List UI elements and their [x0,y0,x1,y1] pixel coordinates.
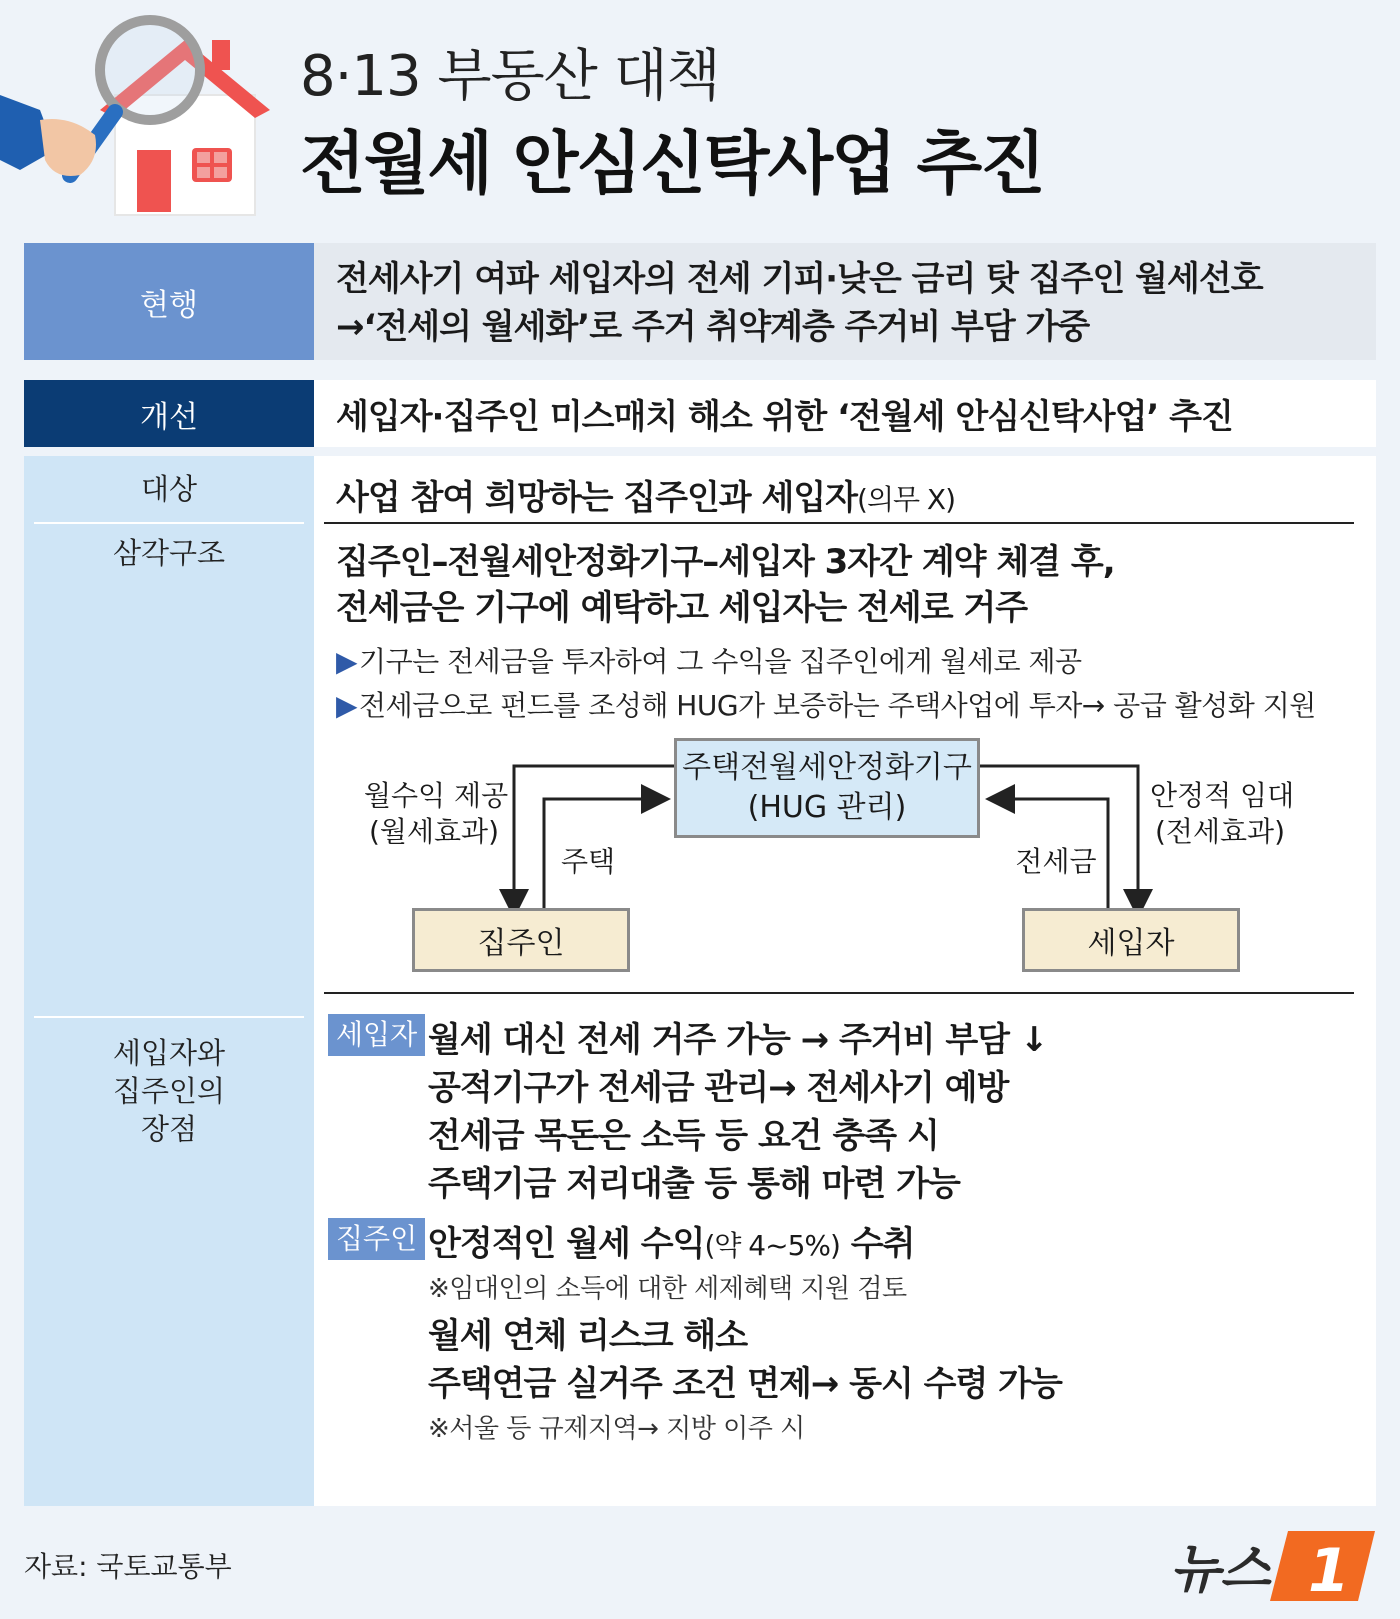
details-label-column [24,456,314,1506]
source-credit: 자료: 국토교통부 [24,1550,232,1583]
landlord-benefit-3: 주택연금 실거주 조건 면제→ 동시 수령 가능 [428,1364,1062,1404]
triangle-bullet-icon: ▶ [336,689,358,722]
tenant-benefit-4: 주택기금 저리대출 등 통해 마련 가능 [428,1164,960,1204]
news1-logo [1170,1525,1380,1605]
stabilization-agency-box [674,738,980,838]
monthly-income-line-2: (월세효과) [368,815,500,848]
house-magnifier-illustration [0,0,290,230]
tenant-benefit-1: 월세 대신 전세 거주 가능 → 주거비 부담 ↓ [428,1020,1048,1060]
monthly-income-line-1: 월수익 제공 [364,779,509,812]
structure-line-2: 전세금은 기구에 예탁하고 세입자는 전세로 거주 [336,588,1028,628]
left-divider [34,1016,304,1018]
structure-line-1: 집주인–전월세안정화기구–세입자 3자간 계약 체결 후, [336,542,1115,582]
benefits-label-3: 장점 [140,1112,198,1146]
right-divider [324,992,1354,994]
benefits-label-1: 세입자와 [112,1036,226,1070]
agency-manager: (HUG 관리) [747,790,907,825]
structure-bullet-2 [336,684,1316,724]
improve-row [24,380,1376,447]
target-main: 사업 참여 희망하는 집주인과 세입자 [336,478,858,518]
improve-label: 개선 [24,380,314,447]
structure-bullet-1 [336,640,1082,680]
agency-name: 주택전월세안정화기구 [682,750,972,785]
structure-bullet-1-text: 기구는 전세금을 투자하여 그 수익을 집주인에게 월세로 제공 [359,645,1082,678]
landlord-benefit-2: 월세 연체 리스크 해소 [428,1316,748,1356]
monthly-income-label [364,778,509,850]
current-row [24,243,1376,360]
current-line-2: →‘전세의 월세화’로 주거 취약계층 주거비 부담 가중 [336,307,1090,347]
tenant-box: 세입자 [1022,908,1240,972]
structure-label: 삼각구조 [112,536,226,570]
structure-bullet-2-text: 전세금으로 펀드를 조성해 HUG가 보증하는 주택사업에 투자→ 공급 활성화 지원 [359,689,1316,722]
stable-lease-line-1: 안정적 임대 [1150,779,1295,812]
details-block [24,456,1376,1506]
tenant-tag: 세입자 [328,1014,425,1056]
target-label: 대상 [140,472,198,506]
triangle-bullet-icon: ▶ [336,645,358,678]
landlord-box: 집주인 [412,908,630,972]
landlord-note-2: ※서울 등 규제지역→ 지방 이주 시 [428,1414,805,1444]
landlord-note-1: ※임대인의 소득에 대한 세제혜택 지원 검토 [428,1274,907,1304]
landlord-benefit-1-main: 안정적인 월세 수익 [428,1224,705,1264]
right-divider [324,522,1354,524]
stable-lease-label [1150,778,1295,850]
landlord-tag: 집주인 [328,1218,425,1260]
benefits-label-2: 집주인의 [112,1074,226,1108]
logo-mark: 1 [1308,1536,1350,1605]
improve-text: 세입자·집주인 미스매치 해소 위한 ‘전월세 안심신탁사업’ 추진 [336,397,1233,437]
target-text [336,470,955,519]
tenant-benefit-2: 공적기구가 전세금 관리→ 전세사기 예방 [428,1068,1009,1108]
landlord-benefit-1 [428,1216,914,1265]
landlord-benefit-1-rate: (약 4~5%) [704,1229,840,1262]
current-line-1: 전세사기 여파 세입자의 전세 기피·낮은 금리 탓 집주인 월세선호 [336,259,1263,299]
details-content-column [314,456,1376,1506]
improve-content [314,380,1376,447]
landlord-benefit-1-end: 수취 [850,1224,915,1264]
current-content [314,243,1376,360]
logo-text: 뉴스 [1170,1540,1271,1600]
house-label: 주택 [560,845,616,878]
left-divider [34,522,304,524]
stable-lease-line-2: (전세효과) [1154,815,1286,848]
current-label: 현행 [24,243,314,360]
page-subtitle: 8·13 부동산 대책 [300,44,720,109]
page-title: 전월세 안심신탁사업 추진 [300,125,1044,204]
target-note: (의무 X) [857,483,956,516]
tenant-benefit-3: 전세금 목돈은 소득 등 요건 충족 시 [428,1116,939,1156]
deposit-label: 전세금 [1015,845,1097,878]
